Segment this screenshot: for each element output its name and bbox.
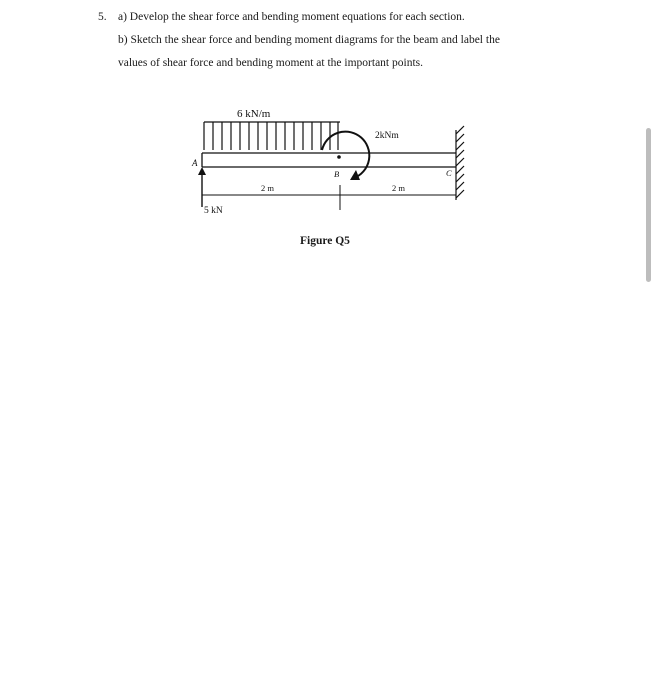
figure-caption: Figure Q5 — [300, 235, 350, 247]
span1-label: 2 m — [261, 183, 274, 193]
span2-label: 2 m — [392, 183, 405, 193]
question-number: 5. — [98, 11, 107, 23]
fixed-support — [456, 126, 464, 200]
dimension-line — [202, 185, 456, 210]
force-arrow — [198, 167, 206, 207]
point-b-marker — [337, 155, 341, 159]
moment-arrow — [322, 132, 369, 180]
scrollbar[interactable] — [646, 128, 651, 282]
beam-diagram — [0, 0, 656, 260]
point-b-label: B — [334, 169, 340, 179]
question-part-b-line2: values of shear force and bending moment at the important points. — [118, 57, 423, 69]
force-label: 5 kN — [204, 206, 223, 216]
question-part-a: a) Develop the shear force and bending moment equations for each section. — [118, 11, 465, 23]
beam — [202, 153, 456, 167]
question-part-b-line1: b) Sketch the shear force and bending moment diagrams for the beam and label the — [118, 34, 500, 46]
point-c-label: C — [446, 168, 452, 178]
distributed-load — [204, 122, 340, 150]
load-label: 6 kN/m — [237, 108, 271, 120]
point-a-label: A — [192, 158, 198, 168]
moment-label: 2kNm — [375, 131, 399, 141]
